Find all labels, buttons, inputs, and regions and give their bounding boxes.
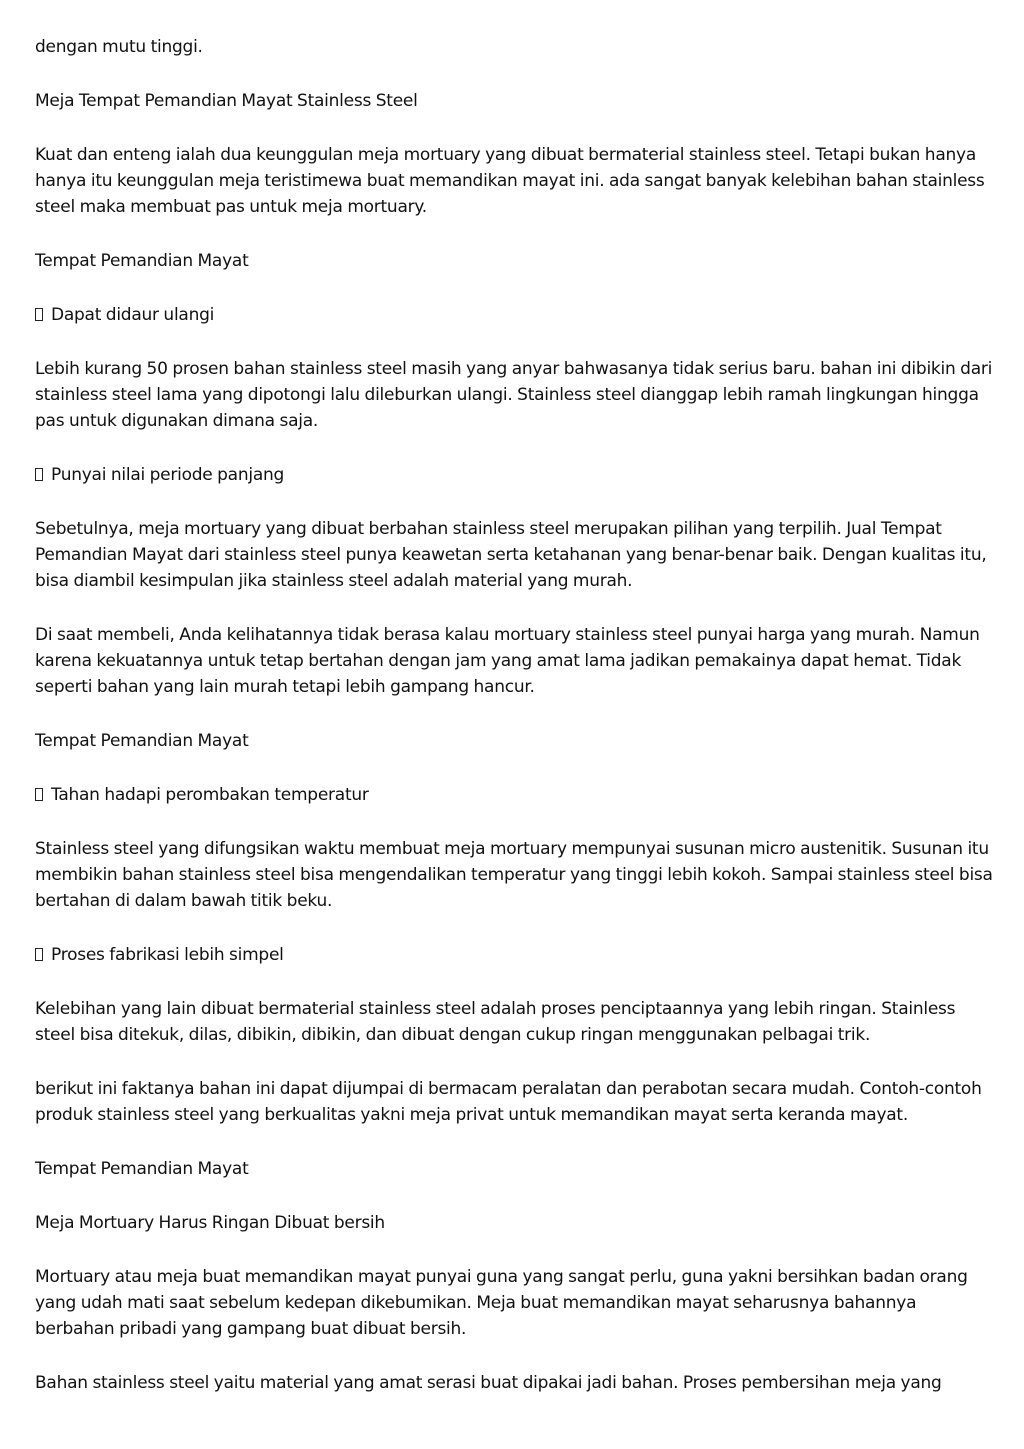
paragraph: Bahan stainless steel yaitu material yang amat serasi buat dipakai jadi bahan. Proses pembersihan meja yang — [35, 1373, 942, 1393]
bullet-box-icon — [35, 308, 43, 321]
paragraph: Stainless steel yang difungsikan waktu membuat meja mortuary mempunyai susunan micro austenitik. Susunan itu membikin bahan stainless steel bisa mengendalikan temperatur yang tinggi lebih kokoh. Sampai stainless steel bisa bertahan di dalam bawah titik beku. — [35, 839, 993, 911]
bullet-item — [35, 782, 995, 808]
bullet-item — [35, 302, 995, 328]
bullet-box-icon — [35, 948, 43, 961]
paragraph: Kuat dan enteng ialah dua keunggulan meja mortuary yang dibuat bermaterial stainless steel. Tetapi bukan hanya hanya itu keunggulan meja teristimewa buat memandikan mayat ini. ada sangat banyak kelebihan bahan stainless steel maka membuat pas untuk meja mortuary. — [35, 145, 985, 217]
paragraph: Di saat membeli, Anda kelihatannya tidak berasa kalau mortuary stainless steel punyai harga yang murah. Namun karena kekuatannya untuk tetap bertahan dengan jam yang amat lama jadikan pemakainya dapat hemat. Tidak seperti bahan yang lain murah tetapi lebih gampang hancur. — [35, 625, 980, 697]
bullet-box-icon — [35, 468, 43, 481]
bullet-item — [35, 942, 995, 968]
section-heading: Meja Tempat Pemandian Mayat Stainless Steel — [35, 91, 418, 111]
bullet-label: Punyai nilai periode panjang — [51, 465, 285, 485]
bullet-label: Dapat didaur ulangi — [51, 305, 215, 325]
bullet-label: Tahan hadapi perombakan temperatur — [51, 785, 369, 805]
bullet-item — [35, 462, 995, 488]
section-heading: Tempat Pemandian Mayat — [35, 251, 249, 271]
section-heading: Tempat Pemandian Mayat — [35, 1159, 249, 1179]
paragraph: berikut ini faktanya bahan ini dapat dijumpai di bermacam peralatan dan perabotan secara mudah. Contoh-contoh produk stainless steel yang berkualitas yakni meja privat untuk memandikan mayat serta keranda mayat. — [35, 1079, 982, 1125]
paragraph: Kelebihan yang lain dibuat bermaterial stainless steel adalah proses penciptaannya yang lebih ringan. Stainless steel bisa ditekuk, dilas, dibikin, dibikin, dan dibuat dengan cukup ringan menggunakan pelbagai trik. — [35, 999, 956, 1045]
paragraph: Sebetulnya, meja mortuary yang dibuat berbahan stainless steel merupakan pilihan yang terpilih. Jual Tempat Pemandian Mayat dari stainless steel punya keawetan serta ketahanan yang benar-benar baik. Dengan kualitas itu, bisa diambil kesimpulan jika stainless steel adalah material yang murah. — [35, 519, 987, 591]
paragraph: dengan mutu tinggi. — [35, 37, 203, 57]
section-heading: Tempat Pemandian Mayat — [35, 731, 249, 751]
paragraph: Lebih kurang 50 prosen bahan stainless steel masih yang anyar bahwasanya tidak serius baru. bahan ini dibikin dari stainless steel lama yang dipotongi lalu dileburkan ulangi. Stainless steel dianggap lebih ramah lingkungan hingga pas untuk digunakan dimana saja. — [35, 359, 993, 431]
document-body — [35, 34, 995, 1424]
bullet-box-icon — [35, 788, 43, 801]
section-heading: Meja Mortuary Harus Ringan Dibuat bersih — [35, 1213, 385, 1233]
paragraph: Mortuary atau meja buat memandikan mayat punyai guna yang sangat perlu, guna yakni bersihkan badan orang yang udah mati saat sebelum kedepan dikebumikan. Meja buat memandikan mayat seharusnya bahannya berbahan pribadi yang gampang buat dibuat bersih. — [35, 1267, 968, 1339]
bullet-label: Proses fabrikasi lebih simpel — [51, 945, 284, 965]
